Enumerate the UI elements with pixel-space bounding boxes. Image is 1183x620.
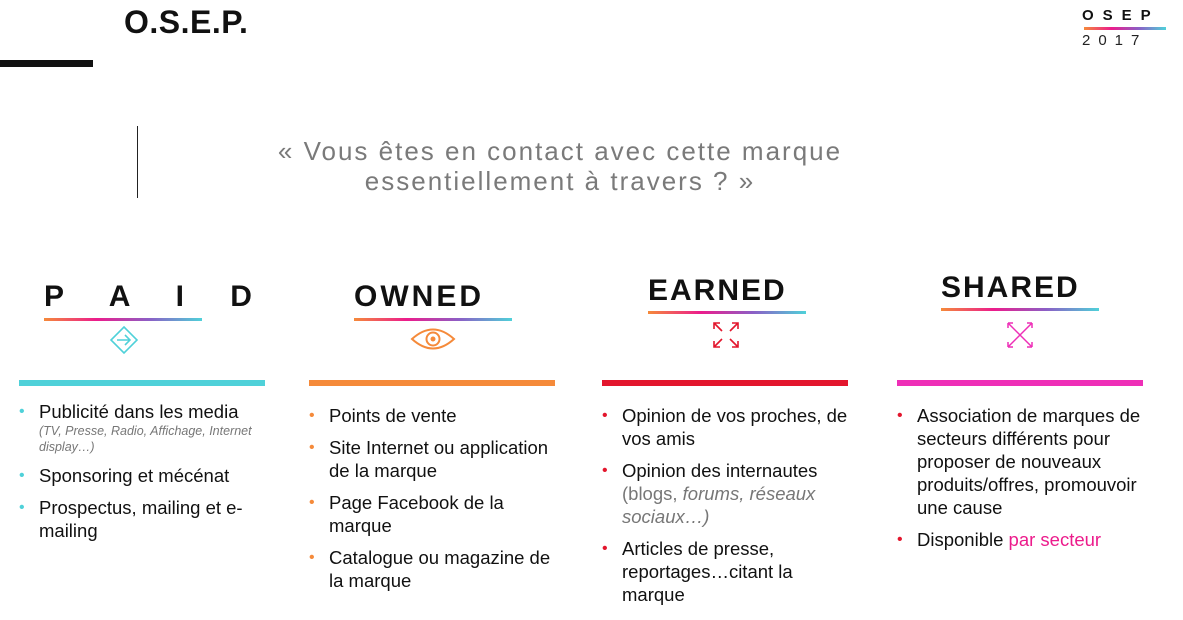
bullet: • — [19, 403, 25, 420]
rule-owned — [309, 380, 555, 386]
bullet: • — [309, 407, 315, 424]
heading-shared: SHARED — [941, 271, 1080, 304]
list-item — [309, 404, 555, 427]
list-shared — [897, 404, 1147, 560]
list-item — [602, 404, 848, 450]
page-title: O.S.E.P. — [124, 4, 249, 40]
list-item — [309, 546, 555, 592]
bullet: • — [897, 531, 903, 548]
logo-top-text: OSEP — [1082, 7, 1160, 24]
eye-icon — [410, 326, 456, 352]
item-text: Articles de presse, reportages…citant la marque — [622, 538, 793, 605]
list-item — [19, 464, 264, 487]
list-item — [309, 436, 555, 482]
list-owned — [309, 404, 555, 601]
item-text: Association de marques de secteurs différents pour proposer de nouveaux produits/offres, promouvoir une cause — [917, 405, 1141, 518]
item-text: Site Internet ou application de la marque — [329, 437, 549, 481]
bullet: • — [19, 499, 25, 516]
bullet: • — [309, 549, 315, 566]
heading-owned: OWNED — [354, 280, 484, 313]
bullet: • — [19, 467, 25, 484]
item-text: Opinion des internautes — [622, 460, 818, 481]
bullet: • — [602, 462, 608, 479]
list-item — [19, 400, 264, 455]
divider-vertical — [137, 126, 138, 198]
item-text: Publicité dans les media — [39, 401, 239, 422]
bullet: • — [602, 407, 608, 424]
item-note: (TV, Presse, Radio, Affichage, Internet display…) — [39, 424, 252, 454]
bullet: • — [309, 439, 315, 456]
list-item — [897, 404, 1147, 519]
heading-paid: P A I D — [44, 280, 271, 313]
heading-shared-underline — [941, 308, 1099, 311]
list-item — [897, 528, 1147, 551]
share-cross-icon — [1005, 320, 1035, 350]
item-text: Opinion de vos proches, de vos amis — [622, 405, 848, 449]
bullet: • — [602, 540, 608, 557]
heading-paid-underline — [44, 318, 202, 321]
question-line-1: « Vous êtes en contact avec cette marque — [277, 136, 843, 166]
logo-year: 2017 — [1082, 32, 1148, 49]
item-highlight: par secteur — [1008, 529, 1102, 550]
osep-logo — [1082, 8, 1168, 49]
bullet: • — [309, 494, 315, 511]
list-item — [309, 491, 555, 537]
item-text: Points de vente — [329, 405, 457, 426]
item-text: Disponible — [917, 529, 1009, 550]
list-item — [602, 537, 848, 606]
item-text: Sponsoring et mécénat — [39, 465, 230, 486]
item-note — [622, 483, 815, 527]
bullet: • — [897, 407, 903, 424]
question-line-2: essentiellement à travers ? » — [364, 166, 756, 196]
rule-earned — [602, 380, 848, 386]
logo-gradient-line — [1084, 27, 1166, 30]
list-earned — [602, 404, 848, 615]
item-text: Catalogue ou magazine de la marque — [329, 547, 551, 591]
arrow-right-diamond-icon — [109, 325, 139, 355]
expand-arrows-icon — [711, 320, 741, 350]
item-text: Page Facebook de la marque — [329, 492, 504, 536]
rule-paid — [19, 380, 265, 386]
item-note-italic: forums, réseaux sociaux…) — [622, 483, 816, 527]
list-item — [602, 459, 848, 528]
list-item — [19, 496, 264, 542]
item-text: Prospectus, mailing et e-mailing — [39, 497, 243, 541]
title-underline — [0, 60, 93, 67]
rule-shared — [897, 380, 1143, 386]
item-note-plain: (blogs, — [622, 483, 683, 504]
heading-earned: EARNED — [648, 274, 787, 307]
list-paid — [19, 400, 264, 551]
heading-earned-underline — [648, 311, 806, 314]
heading-owned-underline — [354, 318, 512, 321]
question-text — [180, 136, 940, 196]
